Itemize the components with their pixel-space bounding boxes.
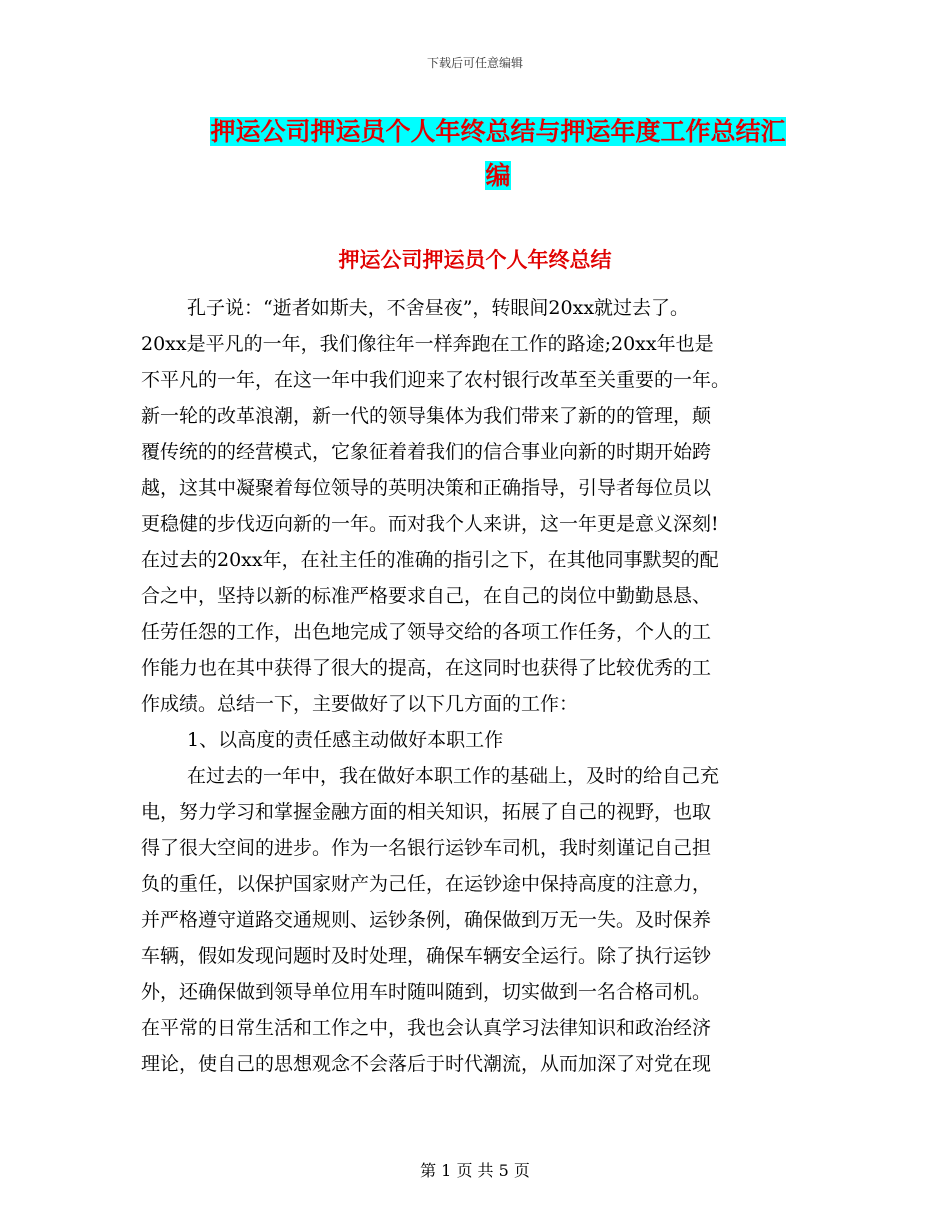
page-footer: 第 1 页 共 5 页: [420, 1161, 530, 1180]
paragraph-line: 理论，使自己的思想观念不会落后于时代潮流，从而加深了对党在现: [141, 1053, 712, 1075]
paragraph-line: 电，努力学习和掌握金融方面的相关知识，拓展了自己的视野，也取: [141, 801, 712, 823]
document-title-line-2: 编: [485, 161, 511, 190]
paragraph-line: 不平凡的一年，在这一年中我们迎来了农村银行改革至关重要的一年。: [141, 369, 731, 391]
paragraph-line: 车辆，假如发现问题时及时处理，确保车辆安全运行。除了执行运钞: [141, 945, 712, 967]
paragraph-line: 越，这其中凝聚着每位领导的英明决策和正确指导，引导者每位员以: [141, 477, 712, 499]
paragraph-line: 得了很大空间的进步。作为一名银行运钞车司机，我时刻谨记自己担: [141, 837, 712, 859]
document-title-line-1: 押运公司押运员个人年终总结与押运年度工作总结汇: [210, 117, 786, 146]
paragraph-line: 孔子说：“逝者如斯夫，不舍昼夜”，转眼间20xx就过去了。: [187, 297, 690, 319]
page-header-note: 下载后可任意编辑: [426, 56, 523, 70]
paragraph-line: 外，还确保做到领导单位用车时随叫随到，切实做到一名合格司机。: [141, 981, 712, 1003]
paragraph-line: 合之中，坚持以新的标准严格要求自己，在自己的岗位中勤勤恳恳、: [141, 585, 712, 607]
paragraph-line: 新一轮的改革浪潮，新一代的领导集体为我们带来了新的的管理，颠: [141, 405, 712, 427]
body-text: [141, 290, 796, 1082]
paragraph-line: 在过去的20xx年，在社主任的准确的指引之下，在其他同事默契的配: [141, 549, 719, 571]
document-title: [192, 110, 804, 198]
paragraph-line: 任劳任怨的工作，出色地完成了领导交给的各项工作任务，个人的工: [141, 621, 712, 643]
paragraph-line: 并严格遵守道路交通规则、运钞条例，确保做到万无一失。及时保养: [141, 909, 712, 931]
paragraph-line: 在过去的一年中，我在做好本职工作的基础上，及时的给自己充: [187, 765, 720, 787]
section-title: 押运公司押运员个人年终总结: [338, 247, 612, 272]
paragraph-line: 在平常的日常生活和工作之中，我也会认真学习法律知识和政治经济: [141, 1017, 712, 1039]
paragraph-line: 作成绩。总结一下，主要做好了以下几方面的工作：: [141, 693, 579, 715]
paragraph-line: 20xx是平凡的一年，我们像往年一样奔跑在工作的路途;20xx年也是: [141, 333, 714, 355]
subsection-heading: 1、以高度的责任感主动做好本职工作: [187, 729, 504, 751]
paragraph-line: 覆传统的的经营模式，它象征着着我们的信合事业向新的时期开始跨: [141, 441, 712, 463]
paragraph-line: 更稳健的步伐迈向新的一年。而对我个人来讲，这一年更是意义深刻!: [141, 513, 719, 535]
paragraph-line: 作能力也在其中获得了很大的提高，在这同时也获得了比较优秀的工: [141, 657, 712, 679]
paragraph-line: 负的重任，以保护国家财产为己任，在运钞途中保持高度的注意力，: [141, 873, 712, 895]
